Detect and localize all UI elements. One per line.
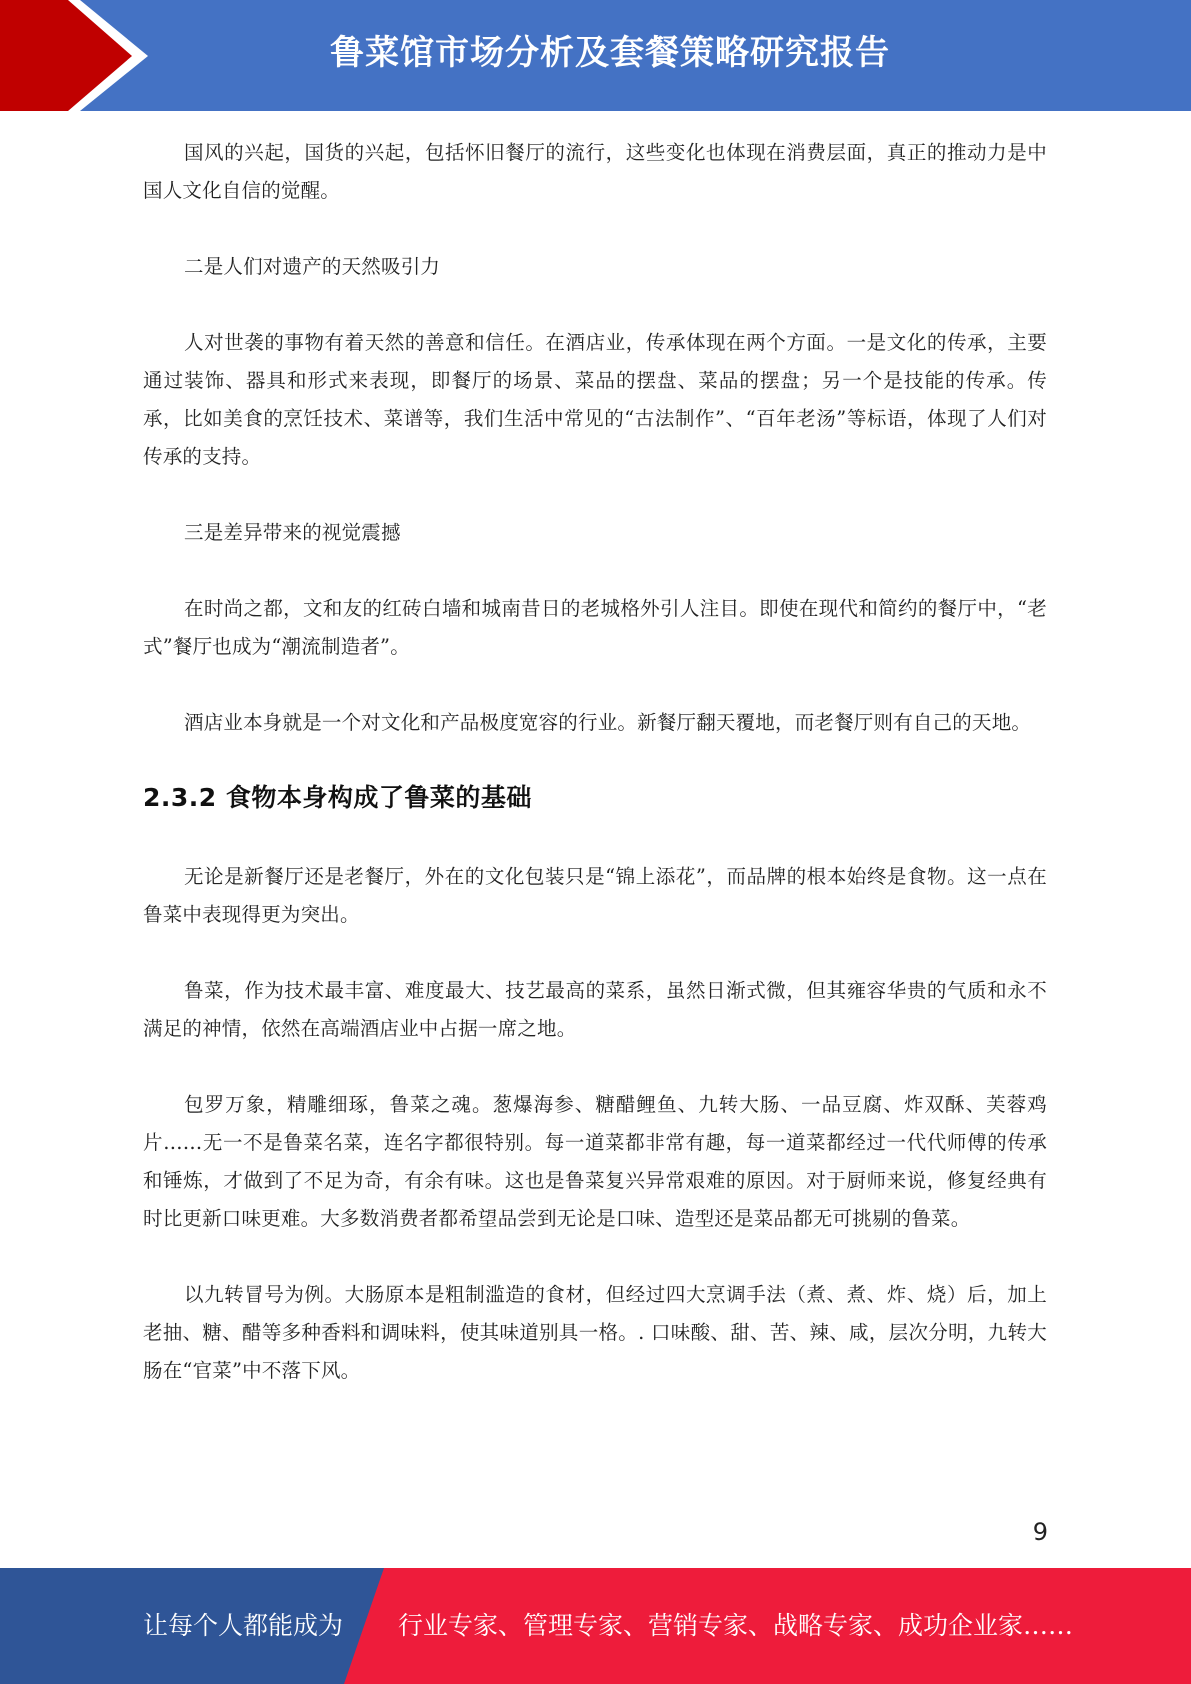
footer-slogan-right: 行业专家、管理专家、营销专家、战略专家、成功企业家……: [398, 1611, 1074, 1640]
paragraph: 酒店业本身就是一个对文化和产品极度宽容的行业。新餐厅翻天覆地，而老餐厅则有自己的天地。: [184, 711, 1032, 734]
paragraph: 二是人们对遗产的天然吸引力: [184, 255, 441, 278]
header-arrow-decoration: [0, 0, 160, 111]
page-header: [0, 0, 1191, 111]
paragraph: 以九转冒号为例。大肠原本是粗制滥造的食材，但经过四大烹调手法（煮、煮、炸、烧）后，加上老抽、糖、醋等多种香料和调味料，使其味道别具一格。. 口味酸、甜、苦、辣、咸，层次分明，九转大肠在“官菜”中不落下风。: [143, 1283, 1047, 1382]
paragraph: 鲁菜，作为技术最丰富、难度最大、技艺最高的菜系，虽然日渐式微，但其雍容华贵的气质和永不满足的神情，依然在高端酒店业中占据一席之地。: [143, 979, 1047, 1040]
report-title: 鲁菜馆市场分析及套餐策略研究报告: [330, 33, 890, 73]
paragraph: 在时尚之都，文和友的红砖白墙和城南昔日的老城格外引人注目。即使在现代和简约的餐厅中，“老式”餐厅也成为“潮流制造者”。: [143, 597, 1047, 658]
page-footer: [0, 1568, 1191, 1684]
paragraph: 国风的兴起，国货的兴起，包括怀旧餐厅的流行，这些变化也体现在消费层面，真正的推动力是中国人文化自信的觉醒。: [143, 141, 1047, 202]
paragraph: 三是差异带来的视觉震撼: [184, 521, 401, 544]
document-body: [143, 134, 1047, 1390]
paragraph: 包罗万象，精雕细琢，鲁菜之魂。葱爆海参、糖醋鲤鱼、九转大肠、一品豆腐、炸双酥、芙蓉鸡片……无一不是鲁菜名菜，连名字都很特别。每一道菜都非常有趣，每一道菜都经过一代代师傅的传承和锤炼，才做到了不足为奇，有余有味。这也是鲁菜复兴异常艰难的原因。对于厨师来说，修复经典有时比更新口味更难。大多数消费者都希望品尝到无论是口味、造型还是菜品都无可挑剔的鲁菜。: [143, 1093, 1047, 1230]
footer-slogan-left: 让每个人都能成为: [143, 1611, 344, 1640]
paragraph: 人对世袭的事物有着天然的善意和信任。在酒店业，传承体现在两个方面。一是文化的传承，主要通过装饰、器具和形式来表现，即餐厅的场景、菜品的摆盘、菜品的摆盘；另一个是技能的传承。传承，比如美食的烹饪技术、菜谱等，我们生活中常见的“古法制作”、“百年老汤”等标语，体现了人们对传承的支持。: [143, 331, 1047, 468]
section-heading: 2.3.2 食物本身构成了鲁菜的基础: [143, 783, 532, 812]
paragraph: 无论是新餐厅还是老餐厅，外在的文化包装只是“锦上添花”，而品牌的根本始终是食物。这一点在鲁菜中表现得更为突出。: [143, 865, 1047, 926]
page-number: 9: [1032, 1518, 1048, 1546]
